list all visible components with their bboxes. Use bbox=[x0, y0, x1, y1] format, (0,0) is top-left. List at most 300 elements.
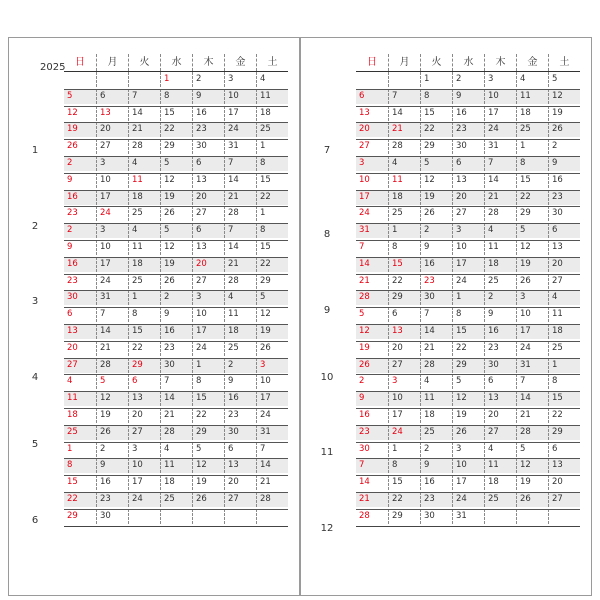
day-cell: 10 bbox=[192, 307, 224, 322]
day-cell: 27 bbox=[548, 492, 580, 507]
day-cell: 9 bbox=[192, 89, 224, 104]
day-cell: 26 bbox=[516, 492, 548, 507]
day-cell: 24 bbox=[96, 206, 128, 221]
week-row bbox=[356, 290, 580, 305]
day-cell: 18 bbox=[128, 257, 160, 272]
day-cell: 5 bbox=[256, 290, 288, 305]
month-label: 3 bbox=[31, 296, 39, 308]
row-rule bbox=[356, 139, 580, 140]
day-cell: 12 bbox=[452, 391, 484, 406]
day-cell: 27 bbox=[67, 359, 78, 370]
day-cell: 23 bbox=[452, 122, 484, 137]
day-cell: 30 bbox=[359, 443, 370, 454]
day-cell: 25 bbox=[516, 122, 548, 137]
day-cell: 10 bbox=[484, 89, 516, 104]
day-cell: 16 bbox=[160, 324, 192, 339]
day-cell: 25 bbox=[67, 426, 78, 437]
day-cell: 7 bbox=[420, 307, 452, 322]
day-cell: 23 bbox=[359, 426, 370, 437]
day-cell: 18 bbox=[388, 190, 420, 205]
day-cell: 30 bbox=[484, 358, 516, 373]
week-row bbox=[64, 307, 288, 322]
day-cell: 1 bbox=[388, 223, 420, 238]
row-rule bbox=[64, 458, 288, 459]
day-cell: 5 bbox=[516, 223, 548, 238]
week-row bbox=[356, 458, 580, 473]
month-label: 10 bbox=[320, 371, 334, 383]
row-rule bbox=[64, 408, 288, 409]
day-cell: 2 bbox=[192, 72, 224, 87]
day-cell: 3 bbox=[359, 158, 365, 168]
day-cell: 2 bbox=[359, 376, 365, 387]
day-cell: 22 bbox=[192, 408, 224, 423]
day-cell: 28 bbox=[224, 274, 256, 289]
day-cell: 2 bbox=[67, 158, 73, 168]
day-cell: 28 bbox=[359, 510, 370, 521]
row-rule bbox=[64, 425, 288, 426]
week-row bbox=[64, 173, 288, 188]
day-cell: 17 bbox=[516, 324, 548, 339]
week-row bbox=[64, 89, 288, 104]
day-cell: 12 bbox=[516, 240, 548, 255]
day-cell: 7 bbox=[484, 156, 516, 171]
day-cell: 22 bbox=[452, 341, 484, 356]
day-cell: 9 bbox=[67, 242, 73, 252]
day-cell: 7 bbox=[224, 223, 256, 238]
day-cell: 18 bbox=[67, 410, 78, 420]
day-cell: 23 bbox=[192, 122, 224, 137]
day-cell: 21 bbox=[388, 122, 420, 137]
month-label: 4 bbox=[31, 371, 39, 383]
day-cell: 12 bbox=[256, 307, 288, 322]
day-cell: 30 bbox=[67, 292, 78, 303]
day-cell: 7 bbox=[388, 89, 420, 104]
day-cell: 11 bbox=[128, 173, 160, 188]
day-cell: 5 bbox=[452, 374, 484, 389]
row-rule bbox=[356, 358, 580, 359]
day-cell: 3 bbox=[96, 223, 128, 238]
day-cell: 3 bbox=[128, 442, 160, 457]
day-cell: 29 bbox=[420, 139, 452, 154]
day-cell: 20 bbox=[96, 122, 128, 137]
day-cell: 26 bbox=[160, 274, 192, 289]
week-row bbox=[356, 324, 580, 339]
day-cell: 8 bbox=[420, 89, 452, 104]
day-cell: 22 bbox=[516, 190, 548, 205]
week-row bbox=[64, 374, 288, 389]
day-cell: 24 bbox=[452, 492, 484, 507]
day-cell: 27 bbox=[484, 425, 516, 440]
day-cell: 20 bbox=[224, 475, 256, 490]
row-rule bbox=[356, 257, 580, 258]
row-rule bbox=[64, 257, 288, 258]
day-cell: 19 bbox=[256, 324, 288, 339]
row-rule bbox=[356, 223, 580, 224]
day-cell: 1 bbox=[420, 72, 452, 87]
row-rule bbox=[356, 122, 580, 123]
day-cell: 13 bbox=[484, 391, 516, 406]
row-rule bbox=[64, 358, 288, 359]
day-cell: 11 bbox=[388, 173, 420, 188]
day-cell: 21 bbox=[224, 257, 256, 272]
day-cell: 3 bbox=[96, 156, 128, 171]
day-cell: 13 bbox=[128, 391, 160, 406]
week-row bbox=[64, 324, 288, 339]
day-cell: 20 bbox=[548, 257, 580, 272]
day-cell bbox=[192, 509, 224, 524]
right-calendar-page bbox=[301, 38, 591, 595]
week-row bbox=[64, 206, 288, 221]
day-cell bbox=[548, 509, 580, 524]
day-cell: 18 bbox=[484, 257, 516, 272]
row-rule bbox=[64, 475, 288, 476]
week-row bbox=[64, 257, 288, 272]
weekday-thu: 木 bbox=[192, 54, 224, 71]
day-cell: 1 bbox=[256, 139, 288, 154]
day-cell: 29 bbox=[548, 425, 580, 440]
day-cell: 15 bbox=[548, 391, 580, 406]
day-cell: 14 bbox=[224, 173, 256, 188]
day-cell: 4 bbox=[516, 72, 548, 87]
day-cell: 4 bbox=[548, 290, 580, 305]
row-rule bbox=[64, 341, 288, 342]
day-cell: 30 bbox=[224, 425, 256, 440]
day-cell: 13 bbox=[224, 458, 256, 473]
day-cell: 28 bbox=[256, 492, 288, 507]
month-label: 9 bbox=[323, 304, 331, 316]
day-cell: 17 bbox=[128, 475, 160, 490]
weekday-sat: 土 bbox=[256, 54, 288, 71]
day-cell: 11 bbox=[420, 391, 452, 406]
day-cell: 26 bbox=[192, 492, 224, 507]
day-cell: 19 bbox=[67, 124, 78, 135]
day-cell: 31 bbox=[359, 225, 370, 236]
day-cell: 26 bbox=[256, 341, 288, 356]
day-cell: 29 bbox=[160, 139, 192, 154]
day-cell: 19 bbox=[359, 342, 370, 353]
day-cell: 7 bbox=[516, 374, 548, 389]
month-label: 1 bbox=[31, 145, 39, 156]
day-cell: 9 bbox=[420, 240, 452, 255]
week-row bbox=[64, 509, 288, 524]
day-cell: 25 bbox=[160, 492, 192, 507]
day-cell: 20 bbox=[192, 190, 224, 205]
day-cell: 23 bbox=[224, 408, 256, 423]
day-cell: 27 bbox=[96, 139, 128, 154]
day-cell: 18 bbox=[224, 324, 256, 339]
day-cell: 25 bbox=[256, 122, 288, 137]
day-cell bbox=[484, 509, 516, 524]
day-cell: 16 bbox=[452, 106, 484, 121]
day-cell: 25 bbox=[484, 492, 516, 507]
day-cell: 31 bbox=[452, 509, 484, 524]
row-rule bbox=[64, 391, 288, 392]
day-cell: 28 bbox=[359, 292, 370, 303]
day-cell: 1 bbox=[548, 358, 580, 373]
day-cell: 13 bbox=[192, 173, 224, 188]
day-cell: 31 bbox=[256, 425, 288, 440]
day-cell: 22 bbox=[420, 122, 452, 137]
row-rule bbox=[356, 156, 580, 157]
day-cell: 9 bbox=[420, 458, 452, 473]
day-cell: 20 bbox=[452, 190, 484, 205]
day-cell: 21 bbox=[224, 190, 256, 205]
day-cell: 16 bbox=[224, 391, 256, 406]
day-cell: 30 bbox=[160, 358, 192, 373]
day-cell: 12 bbox=[160, 173, 192, 188]
day-cell: 15 bbox=[160, 106, 192, 121]
day-cell: 21 bbox=[160, 408, 192, 423]
day-cell: 14 bbox=[516, 391, 548, 406]
day-cell: 22 bbox=[128, 341, 160, 356]
row-rule bbox=[356, 106, 580, 107]
day-cell: 28 bbox=[160, 425, 192, 440]
week-row bbox=[64, 106, 288, 121]
week-row bbox=[64, 139, 288, 154]
day-cell: 1 bbox=[160, 72, 192, 87]
month-label: 8 bbox=[323, 229, 331, 240]
day-cell: 12 bbox=[420, 173, 452, 188]
day-cell: 30 bbox=[452, 139, 484, 154]
day-cell: 3 bbox=[452, 223, 484, 238]
day-cell: 10 bbox=[256, 374, 288, 389]
day-cell: 3 bbox=[224, 72, 256, 87]
row-rule bbox=[356, 89, 580, 90]
week-row bbox=[356, 492, 580, 507]
day-cell: 17 bbox=[359, 191, 370, 202]
day-cell: 14 bbox=[256, 458, 288, 473]
day-cell: 19 bbox=[420, 190, 452, 205]
row-rule bbox=[356, 274, 580, 275]
day-cell: 20 bbox=[192, 257, 224, 272]
day-cell: 25 bbox=[484, 274, 516, 289]
day-cell: 29 bbox=[516, 206, 548, 221]
row-rule bbox=[356, 240, 580, 241]
day-cell: 11 bbox=[67, 393, 78, 404]
day-cell: 17 bbox=[192, 324, 224, 339]
day-cell: 25 bbox=[388, 206, 420, 221]
row-rule bbox=[64, 139, 288, 140]
week-row bbox=[64, 190, 288, 205]
row-rule bbox=[64, 156, 288, 157]
day-cell: 17 bbox=[256, 391, 288, 406]
day-cell: 30 bbox=[192, 139, 224, 154]
day-cell: 28 bbox=[484, 206, 516, 221]
day-cell: 10 bbox=[224, 89, 256, 104]
day-cell: 23 bbox=[67, 275, 78, 286]
day-cell: 8 bbox=[388, 458, 420, 473]
row-rule bbox=[356, 173, 580, 174]
day-cell: 13 bbox=[67, 326, 78, 336]
day-cell: 6 bbox=[388, 307, 420, 322]
row-rule bbox=[356, 391, 580, 392]
day-cell: 28 bbox=[420, 358, 452, 373]
day-cell: 10 bbox=[452, 240, 484, 255]
weekday-tue: 火 bbox=[420, 54, 452, 71]
day-cell: 12 bbox=[160, 240, 192, 255]
day-cell: 17 bbox=[388, 408, 420, 423]
day-cell: 7 bbox=[256, 442, 288, 457]
weekday-mon: 月 bbox=[388, 54, 420, 71]
day-cell: 5 bbox=[548, 72, 580, 87]
weekday-wed: 水 bbox=[160, 54, 192, 71]
day-cell: 30 bbox=[548, 206, 580, 221]
week-row bbox=[64, 341, 288, 356]
day-cell: 30 bbox=[420, 509, 452, 524]
day-cell: 7 bbox=[128, 89, 160, 104]
day-cell: 9 bbox=[96, 458, 128, 473]
week-row bbox=[356, 509, 580, 524]
day-cell: 6 bbox=[192, 223, 224, 238]
day-cell: 24 bbox=[192, 341, 224, 356]
day-cell: 28 bbox=[516, 425, 548, 440]
row-rule bbox=[356, 509, 580, 510]
row-rule bbox=[356, 442, 580, 443]
day-cell: 14 bbox=[96, 324, 128, 339]
row-rule bbox=[356, 324, 580, 325]
day-cell: 6 bbox=[359, 90, 365, 101]
day-cell: 27 bbox=[192, 206, 224, 221]
row-rule bbox=[356, 475, 580, 476]
day-cell: 18 bbox=[420, 408, 452, 423]
row-rule bbox=[64, 106, 288, 107]
day-cell: 4 bbox=[484, 223, 516, 238]
day-cell: 29 bbox=[256, 274, 288, 289]
row-rule bbox=[356, 307, 580, 308]
day-cell: 10 bbox=[452, 458, 484, 473]
day-cell: 1 bbox=[452, 290, 484, 305]
weekday-fri: 金 bbox=[516, 54, 548, 71]
day-cell: 21 bbox=[359, 494, 370, 504]
day-cell: 8 bbox=[160, 89, 192, 104]
day-cell: 2 bbox=[224, 358, 256, 373]
day-cell: 17 bbox=[96, 190, 128, 205]
day-cell: 3 bbox=[516, 290, 548, 305]
day-cell: 15 bbox=[128, 324, 160, 339]
week-row bbox=[64, 458, 288, 473]
week-row bbox=[356, 391, 580, 406]
day-cell: 2 bbox=[452, 72, 484, 87]
day-cell: 23 bbox=[96, 492, 128, 507]
day-cell: 1 bbox=[516, 139, 548, 154]
row-rule bbox=[64, 374, 288, 375]
day-cell: 26 bbox=[516, 274, 548, 289]
day-cell: 28 bbox=[388, 139, 420, 154]
day-cell: 4 bbox=[388, 156, 420, 171]
day-cell: 21 bbox=[516, 408, 548, 423]
week-row bbox=[64, 408, 288, 423]
week-row bbox=[64, 442, 288, 457]
day-cell: 23 bbox=[420, 492, 452, 507]
weekday-fri: 金 bbox=[224, 54, 256, 71]
day-cell: 16 bbox=[192, 106, 224, 121]
day-cell: 11 bbox=[548, 307, 580, 322]
day-cell: 23 bbox=[160, 341, 192, 356]
day-cell: 27 bbox=[359, 141, 370, 152]
day-cell: 19 bbox=[96, 408, 128, 423]
month-divider bbox=[356, 526, 580, 527]
week-row bbox=[356, 358, 580, 373]
day-cell: 7 bbox=[224, 156, 256, 171]
day-cell: 3 bbox=[484, 72, 516, 87]
week-row bbox=[64, 492, 288, 507]
day-cell: 14 bbox=[388, 106, 420, 121]
day-cell: 22 bbox=[388, 274, 420, 289]
day-cell: 11 bbox=[128, 240, 160, 255]
day-cell: 4 bbox=[67, 376, 73, 387]
day-cell: 17 bbox=[96, 257, 128, 272]
day-cell: 9 bbox=[359, 393, 365, 404]
day-cell: 8 bbox=[256, 156, 288, 171]
day-cell: 13 bbox=[192, 240, 224, 255]
day-cell: 15 bbox=[256, 173, 288, 188]
day-cell bbox=[256, 509, 288, 524]
day-cell: 15 bbox=[516, 173, 548, 188]
day-cell bbox=[516, 509, 548, 524]
day-cell: 13 bbox=[359, 107, 370, 118]
day-cell: 27 bbox=[548, 274, 580, 289]
day-cell: 17 bbox=[452, 475, 484, 490]
day-cell: 31 bbox=[96, 290, 128, 305]
day-cell: 22 bbox=[160, 122, 192, 137]
day-cell: 24 bbox=[96, 274, 128, 289]
day-cell bbox=[96, 72, 128, 87]
day-cell: 25 bbox=[128, 274, 160, 289]
day-cell: 14 bbox=[359, 477, 370, 488]
day-cell: 2 bbox=[484, 290, 516, 305]
day-cell: 12 bbox=[548, 89, 580, 104]
day-cell: 10 bbox=[516, 307, 548, 322]
row-rule bbox=[356, 190, 580, 191]
day-cell: 24 bbox=[388, 425, 420, 440]
day-cell: 23 bbox=[484, 341, 516, 356]
day-cell: 14 bbox=[484, 173, 516, 188]
left-calendar-page bbox=[9, 38, 299, 595]
day-cell: 5 bbox=[67, 90, 73, 101]
day-cell: 11 bbox=[224, 307, 256, 322]
day-cell: 31 bbox=[484, 139, 516, 154]
year-label: 2025 bbox=[40, 62, 66, 73]
day-cell: 1 bbox=[256, 206, 288, 221]
day-cell: 29 bbox=[128, 358, 160, 373]
week-row bbox=[356, 425, 580, 440]
day-cell: 12 bbox=[96, 391, 128, 406]
day-cell: 24 bbox=[359, 208, 370, 219]
day-cell: 16 bbox=[96, 475, 128, 490]
day-cell: 6 bbox=[192, 156, 224, 171]
day-cell: 8 bbox=[67, 460, 73, 471]
day-cell: 25 bbox=[224, 341, 256, 356]
day-cell: 31 bbox=[224, 139, 256, 154]
day-cell: 24 bbox=[128, 492, 160, 507]
day-cell: 29 bbox=[67, 510, 78, 521]
weekday-thu: 木 bbox=[484, 54, 516, 71]
weekday-header bbox=[64, 54, 288, 71]
week-row bbox=[64, 223, 288, 238]
week-row bbox=[356, 374, 580, 389]
day-cell: 9 bbox=[160, 307, 192, 322]
day-cell: 22 bbox=[256, 257, 288, 272]
week-row bbox=[356, 307, 580, 322]
row-rule bbox=[64, 223, 288, 224]
day-cell: 19 bbox=[516, 475, 548, 490]
day-cell: 2 bbox=[420, 442, 452, 457]
week-row bbox=[356, 190, 580, 205]
day-cell: 7 bbox=[359, 460, 365, 471]
calendar-grid-left bbox=[64, 72, 288, 576]
month-label: 5 bbox=[31, 439, 39, 450]
day-cell: 13 bbox=[548, 240, 580, 255]
